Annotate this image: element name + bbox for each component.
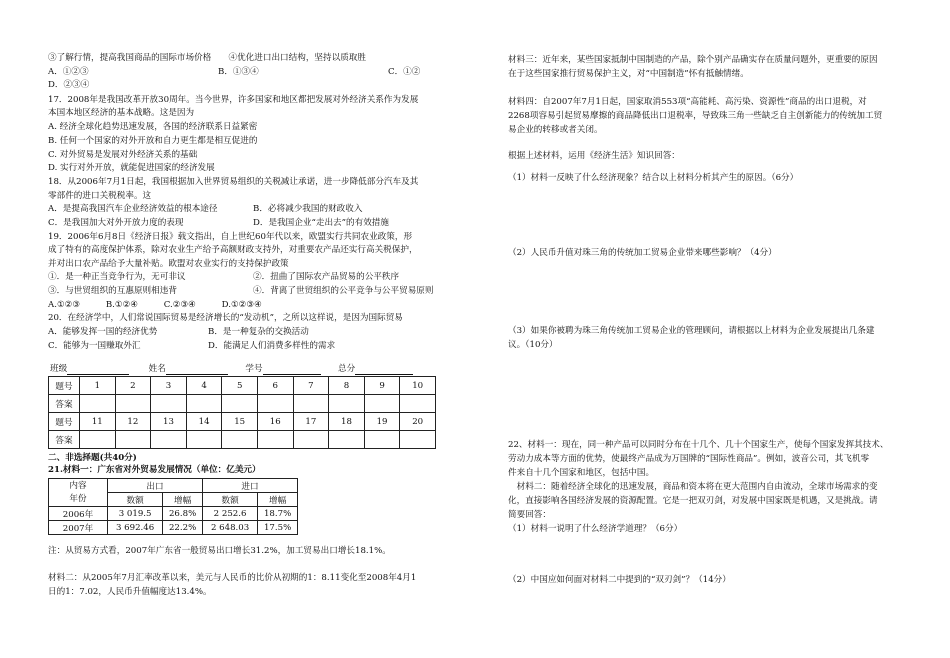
q18-option-c: C．是我国加大对外开放力度的表现: [48, 218, 184, 228]
q16-option-d: D．②③④: [48, 80, 90, 90]
material-four: 2268项容易引起贸易摩擦的商品降低出口退税率，导致珠三角一些缺乏自主创新能力的传统加工贸: [508, 111, 883, 121]
q22-part1: （1）材料一说明了什么经济学道理？（6分）: [508, 524, 683, 534]
q17-option-c: C. 对外贸易是发展对外经济关系的基础: [48, 150, 198, 160]
q17-stem: 17．2008年是我国改革开放30周年。当今世界，许多国家和地区都把发展对外经济关系作为发展: [48, 95, 419, 105]
answer-cell[interactable]: [186, 395, 222, 413]
q21-part3: 议。（10分）: [508, 340, 558, 350]
export-amount-header: 数额: [108, 493, 163, 507]
content-header: 内容: [69, 480, 87, 491]
question-number: 14: [186, 413, 222, 431]
name-label: 姓名: [148, 364, 166, 374]
total-field[interactable]: [355, 365, 413, 375]
q19-item-1: ①．是一种正当竞争行为，无可非议: [48, 272, 186, 282]
q20-option-b: B．是一种复杂的交换活动: [208, 327, 309, 337]
question-number: 8: [329, 377, 365, 395]
import-growth-header: 增幅: [258, 493, 298, 507]
question-number: 11: [80, 413, 116, 431]
trade-cell: 2 252.6: [202, 507, 257, 521]
q22-material: 件来自十几个国家和地区，包括中国。: [508, 468, 655, 478]
name-field[interactable]: [166, 365, 228, 375]
question-number: 15: [222, 413, 258, 431]
answer-cell[interactable]: [329, 395, 365, 413]
q17-stem: 本国本地区经济的基本战略。这是因为: [48, 108, 195, 118]
total-label: 总分: [338, 364, 356, 374]
q22-material: 材料二：随着经济全球化的迅速发展，商品和资本将在更大范围内自由流动，全球市场需求的变: [508, 482, 878, 492]
material-four: 材料四：自2007年7月1日起，国家取消553项“高能耗、高污染、资源性”商品的出口退税，对: [508, 97, 867, 107]
answer-cell[interactable]: [364, 395, 400, 413]
q18-option-b: B．必将减少我国的财政收入: [253, 204, 363, 214]
q16-option-b: B．①③④: [218, 67, 259, 77]
export-header: 出口: [108, 479, 203, 493]
q17-option-d: D. 实行对外开放，就能促进国家的经济发展: [48, 163, 215, 173]
id-field[interactable]: [263, 365, 321, 375]
q19-item-3: ③．与世贸组织的互惠原则相违背: [48, 286, 177, 296]
material-three: 材料三：近年来，某些国家抵制中国制造的产品，除个别产品确实存在质量问题外，更重要的原因: [508, 55, 878, 65]
answer-table-row: [49, 431, 436, 449]
q16-line: ③了解行情，提高我国商品的国际市场价格 ④优化进口出口结构，坚持以质取胜: [48, 53, 366, 63]
q16-option-a: A．①②③: [48, 67, 89, 77]
question-number: 1: [80, 377, 116, 395]
question-number: 16: [257, 413, 293, 431]
question-number: 18: [329, 413, 365, 431]
question-number-label: 题号: [49, 413, 80, 431]
question-number: 6: [257, 377, 293, 395]
answer-cell[interactable]: [364, 431, 400, 449]
student-info-line: [50, 364, 413, 375]
trade-table: [48, 478, 298, 535]
answer-cell[interactable]: [186, 431, 222, 449]
material-two: 日的1：7.02，人民币升值幅度达13.4%。: [48, 587, 212, 597]
question-number: 2: [115, 377, 151, 395]
export-growth-header: 增幅: [163, 493, 203, 507]
question-number: 20: [400, 413, 436, 431]
trade-row: [49, 507, 298, 521]
question-number: 12: [115, 413, 151, 431]
trade-cell: 22.2%: [163, 521, 203, 535]
answer-table-row: [49, 395, 436, 413]
answer-cell[interactable]: [329, 431, 365, 449]
trade-header-row: [49, 479, 298, 493]
q21-part3: （3）如果你被聘为珠三角传统加工贸易企业的管理顾问，请根据以上材料为企业发展提出几条建: [508, 326, 875, 336]
answer-cell[interactable]: [80, 431, 116, 449]
q22-material: 22、材料一：现在，同一种产品可以同时分布在十几个、几十个国家生产，使每个国家发挥其技术、: [508, 440, 889, 450]
section-two-heading: 二、非选择题(共40分): [48, 453, 137, 463]
question-number-label: 题号: [49, 377, 80, 395]
question-number: 9: [364, 377, 400, 395]
answer-cell[interactable]: [257, 431, 293, 449]
q17-option-b: B. 任何一个国家的对外开放和自力更生都是相互促进的: [48, 136, 258, 146]
question-number: 7: [293, 377, 329, 395]
q18-stem: 18．从2006年7月1日起，我国根据加入世界贸易组织的关税减让承诺，进一步降低部分汽车及其: [48, 177, 419, 187]
material-four: 易企业的转移或者关闭。: [508, 125, 603, 135]
q20-option-c: C．能够为一国赚取外汇: [48, 341, 141, 351]
answer-cell[interactable]: [151, 431, 187, 449]
q20-option-a: A．能够发挥一国的经济优势: [48, 327, 158, 337]
answer-cell[interactable]: [151, 395, 187, 413]
trade-cell: 18.7%: [258, 507, 298, 521]
material-three: 在于这些国家推行贸易保护主义，对“中国制造”怀有抵触情绪。: [508, 69, 749, 79]
q16-option-c: C．①②: [388, 67, 421, 77]
answer-cell[interactable]: [293, 395, 329, 413]
trade-cell: 2 648.03: [202, 521, 257, 535]
trade-cell: 2006年: [49, 507, 108, 521]
id-label: 学号: [245, 364, 263, 374]
q22-material: 化，直接影响各国经济发展的资源配置。它是一把双刃剑，对发展中国家既是机遇，又是挑战。请: [508, 496, 878, 506]
class-field[interactable]: [67, 365, 129, 375]
question-number: 13: [151, 413, 187, 431]
q22-material: 简要回答：: [508, 510, 551, 520]
q21-part1: （1）材料一反映了什么经济现象？结合以上材料分析其产生的原因。（6分）: [508, 173, 799, 183]
answer-cell[interactable]: [222, 395, 258, 413]
q22-material: 劳动力成本等方面的优势，使最终产品成为万国牌的“国际性商品”。例如，波音公司，其飞机零: [508, 454, 870, 464]
q22-part2: （2）中国应如何面对材料二中提到的“双刃剑”？（14分）: [508, 575, 731, 585]
trade-row: [49, 521, 298, 535]
q18-option-a: A．是提高我国汽车企业经济效益的根本途径: [48, 204, 218, 214]
answer-cell[interactable]: [293, 431, 329, 449]
answer-table-row: [49, 377, 436, 395]
question-number: 19: [364, 413, 400, 431]
import-header: 进口: [202, 479, 297, 493]
q20-stem: 20．在经济学中，人们常说国际贸易是经济增长的“发动机”，之所以这样说，是因为国际贸易: [48, 313, 403, 323]
trade-cell: 26.8%: [163, 507, 203, 521]
question-number: 5: [222, 377, 258, 395]
q19-options: A.①②③ B.①②④ C.②③④ D.①②③④: [48, 300, 262, 310]
trade-cell: 3 692.46: [108, 521, 163, 535]
q19-stem: 并对出口农产品给予大量补贴。欧盟对农业实行的支持保护政策: [48, 259, 289, 269]
q20-option-d: D．能满足人们消费多样性的需求: [208, 341, 336, 351]
q18-option-d: D．是我国企业“走出去”的有效措施: [253, 218, 389, 228]
trade-note: 注：从贸易方式看，2007年广东省一般贸易出口增长31.2%，加工贸易出口增长18.1%。: [48, 546, 391, 556]
class-label: 班级: [50, 364, 68, 374]
answer-cell[interactable]: [222, 431, 258, 449]
answer-cell[interactable]: [80, 395, 116, 413]
trade-cell: 17.5%: [258, 521, 298, 535]
answer-cell[interactable]: [257, 395, 293, 413]
answer-instruction: 根据上述材料，运用《经济生活》知识回答：: [508, 151, 680, 161]
import-amount-header: 数额: [202, 493, 257, 507]
answer-table: [48, 376, 436, 449]
q19-item-2: ②．扭曲了国际农产品贸易的公平秩序: [253, 272, 400, 282]
answer-label: 答案: [49, 431, 80, 449]
q18-stem: 零部件的进口关税税率。这: [48, 191, 152, 201]
q19-stem: 19．2006年6月8日《经济日报》载文指出，自上世纪60年代以来，欧盟实行共同农业政策，形: [48, 232, 413, 242]
question-number: 3: [151, 377, 187, 395]
q19-stem: 成了特有的高度保护体系，除对农业生产给予高额财政支持外，对重要农产品还实行高关税保护，: [48, 245, 418, 255]
q17-option-a: A. 经济全球化趋势迅速发展，各国的经济联系日益紧密: [48, 122, 258, 132]
question-number: 4: [186, 377, 222, 395]
content-year-header: [49, 479, 108, 507]
answer-cell[interactable]: [400, 431, 436, 449]
question-number: 10: [400, 377, 436, 395]
answer-table-row: [49, 413, 436, 431]
year-header: 年份: [69, 493, 87, 504]
material-two: 材料二：从2005年7月汇率改革以来，美元与人民币的比价从初期的1：8.11变化至2008年4月1: [48, 573, 417, 583]
answer-cell[interactable]: [115, 395, 151, 413]
answer-label: 答案: [49, 395, 80, 413]
answer-cell[interactable]: [400, 395, 436, 413]
question-number: 17: [293, 413, 329, 431]
trade-cell: 3 019.5: [108, 507, 163, 521]
answer-cell[interactable]: [115, 431, 151, 449]
q19-item-4: ④．背离了世贸组织的公平竞争与公平贸易原则: [253, 286, 434, 296]
q21-part2: （2）人民币升值对珠三角的传统加工贸易企业带来哪些影响？（4分）: [508, 248, 777, 258]
q21-title: 21.材料一：广东省对外贸易发展情况（单位：亿美元）: [48, 465, 261, 475]
trade-cell: 2007年: [49, 521, 108, 535]
